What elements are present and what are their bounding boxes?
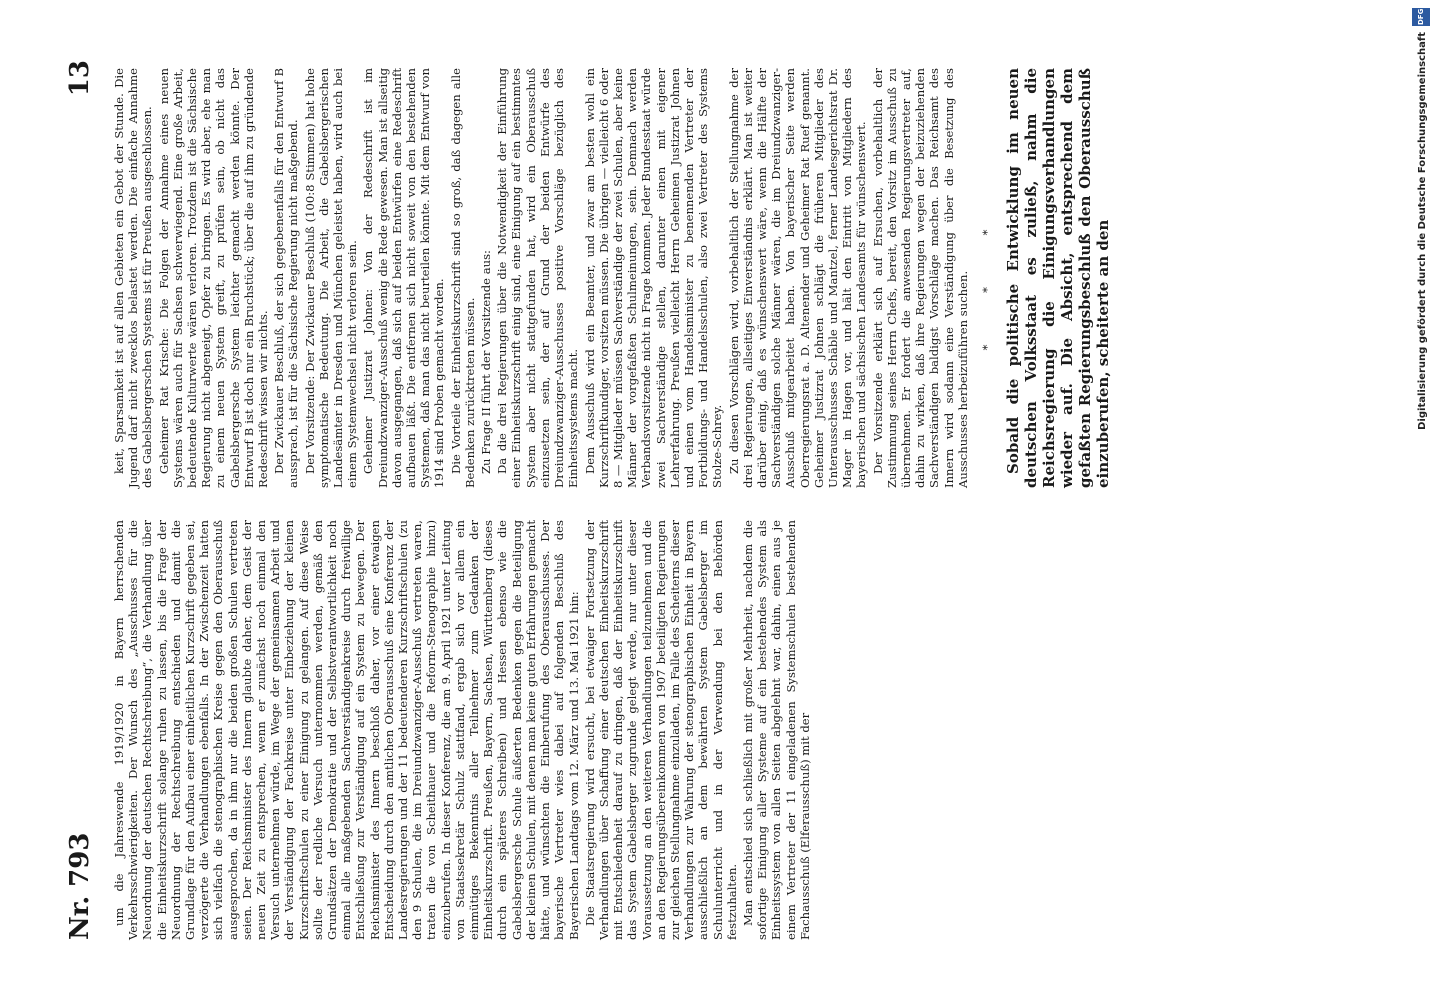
paragraph: um die Jahreswende 1919/1920 in Bayern herrschenden Verkehrsschwierigkeiten. Der Wunsch des „Ausschusses für die Neuordnung der deutschen Rechtschreibung“, die Verhandlung über die Einheitskurzschrift solange ruhen zu lassen, bis die Frage der Neuordnung der Rechtschreibung entschieden und damit die Grundlage für den Aufbau einer einheitlichen Kurzschrift gegeben sei, verzögerte die Verhandlungen ebenfalls. In der Zwischenzeit hatten sich vielfach die stenographischen Kreise gegen den Oberausschuß ausgesprochen, da in ihm nur die beiden großen Schulen vertreten seien. Der Reichsminister des Innern glaubte daher, dem Geist der neuen Zeit zu entsprechen, wenn er zunächst noch einmal den Versuch unternehmen würde, im Wege der gemeinsamen Arbeit und der Verständigung der Fachkreise unter Einbeziehung der kleinen Kurzschriftschulen zu einer Einigung zu gelangen. Auf diese Weise sollte der redliche Versuch unternommen werden, gemäß den Grundsätzen der Demokratie und der Selbstverantwortlichkeit noch einmal alle maßgebenden Sachverständigenkreise durch freiwillige Entschließung zur Verständigung auf ein System zu bewegen. Der Reichsminister des Innern beschloß daher, vor einer etwaigen Entscheidung durch den amtlichen Oberausschuß eine Konferenz der Landesregierungen und der 11 bedeutenderen Kurzschriftschulen (zu den 9 Schulen, die im Dreiundzwanziger-Ausschuß vertreten waren, traten die von Scheithauer und die Reform-Stenographie hinzu) einzuberufen. In dieser Konferenz, die am 9. April 1921 unter Leitung von Staatssekretär Schulz stattfand, ergab sich vor allem ein einmütiges Bekenntnis aller Teilnehmer zum Gedanken der Einheitskurzschrift. Preußen, Bayern, Sachsen, Württemberg (dieses durch ein späteres Schreiben) und Hessen ebenso wie die Gabelsbergersche Schule äußerten Bedenken gegen die Beteiligung der kleinen Schulen, mit denen man keine guten Erfahrungen gemacht hätte, und wünschten die Einberufung des Oberausschusses. Der bayerische Vertreter wies dabei auf folgenden Beschluß des Bayerischen Landtags vom 12. März und 13. Mai 1921 hin:	[112, 520, 581, 940]
paragraph: keit, Sparsamkeit ist auf allen Gebieten ein Gebot der Stunde. Die Jugend darf nicht zwecklos belastet werden. Die einfache Annahme des Gabelsbergerschen Systems ist für Preußen ausgeschlossen.	[112, 68, 155, 488]
paragraph: Zu Frage II führt der Vorsitzende aus:	[479, 250, 494, 474]
paragraph: Der Zwickauer Beschluß, der sich gegebenenfalls für den Entwurf B aussprach, ist für die Sächsische Regierung nicht maßgebend.	[272, 68, 301, 488]
left-text-column	[112, 68, 1113, 488]
paragraph: Der Vorsitzende erklärt sich auf Ersuchen, vorbehaltlich der Zustimmung seines Herrn Chefs, bereit, den Vorsitz im Ausschuß zu übernehmen. Er fordert die anwesenden Regierungsvertreter auf, dahin zu wirken, daß ihre Regierungen wegen der beizuziehenden Sachverständigen baldigst Vorschläge machen. Das Reichsamt des Innern wird sodann eine Verständigung über die Besetzung des Ausschusses herbeizuführen suchen.	[870, 68, 970, 488]
paragraph: Da die drei Regierungen über die Notwendigkeit der Einführung einer Einheitskurzschrift einig sind, eine Einigung auf ein bestimmtes System aber nicht stattgefunden hat, wird ein Oberausschuß einzusetzen sein, der auf Grund der beiden Entwürfe des Dreiundzwanziger-Ausschusses positive Vorschläge bezüglich des Einheitssystems macht.	[495, 68, 581, 488]
dfg-sidebar	[1406, 0, 1434, 1000]
issue-number: Nr. 793	[65, 832, 95, 940]
document-sheet	[60, 60, 1113, 940]
dfg-attribution: Digitalisierung gefördert durch die Deutsche Forschungsgemeinschaft	[1417, 32, 1428, 430]
section-separator: * * *	[979, 205, 994, 351]
paragraph: Der Vorsitzende: Der Zwickauer Beschluß (100:8 Stimmen) hat hohe symptomatische Bedeutung. Die Arbeit, die Gabelsbergerischen Landesämter in Dresden und München geleistet haben, wird auch bei einem Systemwechsel nicht verloren sein.	[302, 68, 360, 488]
paragraph: Dem Ausschuß wird ein Beamter, und zwar am besten wohl ein Kurzschriftkundiger, vorsitzen müssen. Die übrigen — vielleicht 6 oder 8 — Mitglieder müssen Sachverständige der zwei Schulen, aber keine Männer der vorgefaßten Schulmeinungen, sein. Demnach werden Verbandsvorsitzende nicht in Frage kommen. Jeder Bundesstaat würde zwei Sachverständige stellen, darunter einen mit eigener Lehrerfahrung. Preußen vielleicht Herrn Geheimen Justizrat Johnen und einen vom Handelsminister zu benennenden Vertreter der Fortbildungs- und Handelsschulen, also zwei Vertreter des Systems Stolze-Schrey.	[582, 68, 725, 488]
paragraph: Die Staatsregierung wird ersucht, bei etwaiger Fortsetzung der Verhandlungen über Schaffung einer deutschen Einheitskurzschrift mit Entschiedenheit darauf zu dringen, daß der Einheitskurzschrift das System Gabelsberger zugrunde gelegt werde, nur unter dieser Voraussetzung an den weiteren Verhandlungen teilzunehmen und die an den Regierungsübereinkommen von 1907 beteiligten Regierungen zur gleichen Stellungnahme einzuladen, im Falle des Scheiterns dieser Verhandlungen zur Wahrung der stenographischen Einheit in Bayern ausschließlich an dem bewährten System Gabelsberger im Schulunterricht und in der Verwendung bei den Behörden festzuhalten.	[582, 520, 739, 940]
page-header	[60, 60, 100, 940]
paragraph: Geheimer Justizrat Johnen: Von der Redeschrift ist im Dreiundzwanziger-Ausschuß wenig die Rede gewesen. Man ist allseitig davon ausgegangen, daß sich auf beiden Entwürfen eine Redeschrift aufbauen läßt. Die entfernen sich nicht soweit von den bestehenden Systemen, daß man das nicht beurteilen könnte. Mit dem Entwurf von 1914 sind Proben gemacht worden.	[361, 68, 447, 488]
paragraph: Geheimer Rat Krische: Die Folgen der Annahme eines neuen Systems wären auch für Sachsen schwerwiegend. Eine große Arbeit, bedeutende Kulturwerte wären verloren. Trotzdem ist die Sächsische Regierung nicht abgeneigt, Opfer zu bringen. Es wird aber, ehe man zu einem neuen System greift, zu prüfen sein, ob nicht das Gabelsbergersche System leichter gemacht werden könnte. Der Entwurf B ist doch nur ein Bruchstück; über die auf ihm zu gründende Redeschrift wissen wir nichts.	[156, 68, 271, 488]
paragraph: Zu diesen Vorschlägen wird, vorbehaltlich der Stellungnahme der drei Regierungen, allseitiges Einverständnis erklärt. Man ist weiter darüber einig, daß es wünschenswert wäre, wenn die Hälfte der Sachverständigen solche Männer wären, die im Dreiundzwanziger-Ausschuß mitgearbeitet haben. Von bayerischer Seite werden Oberregierungsrat a. D. Altenender und Geheimer Rat Ruef genannt. Geheimer Justizrat Johnen schlägt die früheren Mitglieder des Unterausschusses Schäble und Mantzel, ferner Landesgerichtsrat Dr. Mager in Hagen vor, und hält den Eintritt von Mitgliedern des bayerischen und sächsischen Landesamts für wünschenswert.	[726, 68, 869, 488]
page-number: 13	[65, 60, 95, 97]
right-text-column	[112, 520, 872, 940]
dfg-logo-icon: DFG	[1412, 8, 1430, 26]
paragraph: Sobald die politische Entwicklung im neuen deutschen Volksstaat es zuließ, nahm die Reichsregierung die Einigungsverhandlungen wieder auf. Die Absicht, entsprechend dem gefaßten Regierungsbeschluß den Oberausschuß einzuberufen, scheiterte an den	[1004, 68, 1113, 488]
paragraph: Die Vorteile der Einheitskurzschrift sind so groß, daß dagegen alle Bedenken zurücktreten müssen.	[448, 68, 477, 488]
paragraph: Man entschied sich schließlich mit großer Mehrheit, nachdem die sofortige Einigung aller Systeme auf ein bestehendes System als Einheitssystem von allen Seiten abgelehnt war, dahin, einen aus je einem Vertreter der 11 eingeladenen Systemschulen bestehenden Fachausschuß (Elferausschuß) mit der	[740, 520, 812, 940]
